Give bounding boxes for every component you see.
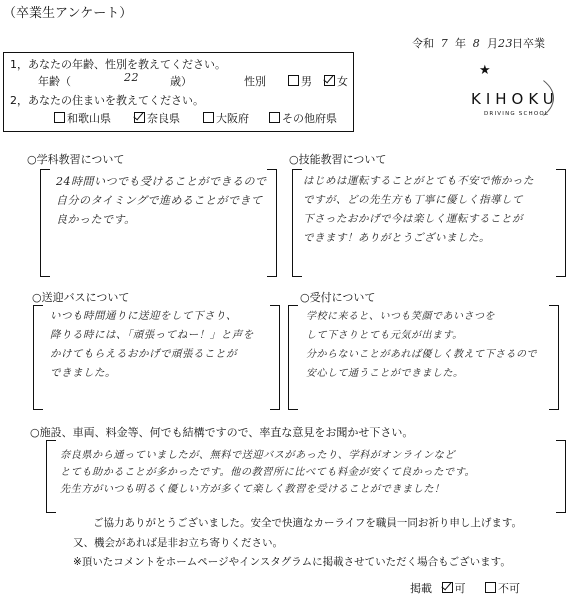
date-day: 23 — [498, 37, 513, 50]
bus-section-title: ○送迎バスについて — [32, 291, 130, 304]
facility-comment: 奈良県から通っていましたが、無料で送迎バスがあったり、学科がオンラインなど とても助かることが多かったです。他の教習所に比べても料金が安くて良かったです。 先生方がいつも明るく優しい方が多くて楽しく教習を受けることができました！ — [60, 450, 476, 495]
publish-label: 掲載 — [410, 582, 432, 595]
publish-allow-checkbox[interactable] — [442, 582, 453, 593]
gender-male-option[interactable]: 男 — [288, 73, 312, 89]
age-value: 22 — [124, 71, 139, 84]
graduation-date — [412, 34, 545, 53]
gender-male-checkbox[interactable] — [288, 75, 299, 86]
residence-nara-checkbox[interactable] — [134, 112, 145, 123]
gender-female-option[interactable]: 女 — [324, 73, 348, 89]
reception-section-title: ○受付について — [300, 291, 376, 304]
facility-section-title: ○施設、車両、料金等、何でも結構ですので、率直な意見をお聞かせ下さい。 — [30, 426, 414, 439]
question-age-gender: 1，あなたの年齢、性別を教えてください。 — [10, 58, 226, 71]
logo-subtitle: DRIVING SCHOOL — [484, 111, 550, 117]
gender-female-checkbox[interactable] — [324, 75, 335, 86]
publish-permission — [410, 580, 520, 596]
publish-deny-option[interactable]: 不可 — [485, 582, 520, 595]
academic-bracket-left — [40, 169, 50, 277]
residence-wakayama-option[interactable]: 和歌山県 — [54, 110, 111, 126]
skill-bracket-right — [556, 169, 566, 277]
residence-osaka-option[interactable]: 大阪府 — [203, 110, 249, 126]
date-month-unit: 月 — [487, 37, 498, 50]
skill-comment: はじめは運転することがとても不安で怖かった ですが、どの先生方も丁寧に優しく指導して 下さったおかげで今は楽しく運転することが できます！ありがとうございました。 — [303, 175, 534, 244]
residence-osaka-checkbox[interactable] — [203, 112, 214, 123]
facility-bracket-left — [46, 440, 56, 513]
form-title: （卒業生アンケート） — [3, 6, 133, 21]
thanks-message: ご協力ありがとうございました。安全で快適なカーライフを職員一同お祈り申し上げます。 — [93, 517, 523, 529]
date-era: 令和 — [412, 37, 434, 50]
reception-comment: 学校に来ると、いつも笑顔であいさつを して下さりとても元気が出ます。 分からないことがあれば優しく教えて下さるので 安心して通うことができました。 — [306, 311, 537, 379]
question-residence: 2，あなたの住まいを教えてください。 — [10, 94, 204, 107]
facility-bracket-right — [556, 440, 566, 513]
residence-wakayama-checkbox[interactable] — [54, 112, 65, 123]
gender-label: 性別 — [244, 75, 266, 88]
academic-comment: 24時間いつでも受けることができるので 自分のタイミングで進めることができて 良かったです。 — [56, 175, 267, 226]
reception-bracket-left — [288, 305, 298, 410]
skill-section-title: ○技能教習について — [289, 153, 387, 166]
date-month: 8 — [472, 37, 481, 50]
academic-section-title: ○学科教習について — [27, 153, 125, 166]
age-unit: 歳） — [170, 75, 192, 88]
visit-message: 又、機会があれば是非お立ち寄りください。 — [73, 537, 283, 549]
bus-bracket-left — [33, 305, 43, 410]
residence-other-checkbox[interactable] — [269, 112, 280, 123]
date-year-unit: 年 — [455, 37, 466, 50]
date-year: 7 — [440, 37, 449, 50]
publish-deny-checkbox[interactable] — [485, 582, 496, 593]
publication-note: ※頂いたコメントをホームページやインスタグラムに掲載させていただく場合もございます。 — [73, 556, 511, 568]
residence-other-option[interactable]: その他府県 — [269, 110, 337, 126]
residence-nara-option[interactable]: 奈良県 — [134, 110, 180, 126]
date-day-suffix: 日卒業 — [512, 37, 545, 50]
logo-name: KIHOKU — [471, 90, 559, 108]
publish-allow-option[interactable]: 可 — [442, 582, 466, 595]
logo-star-icon: ★ — [479, 63, 491, 78]
skill-bracket-left — [292, 169, 302, 277]
age-label: 年齢（ — [38, 75, 71, 88]
bus-comment: いつも時間通りに送迎をして下さり、 降りる時には、「頑張ってねー！」と声を かけてもらえるおかげで頑張ることが できました。 — [50, 310, 254, 379]
profile-box — [3, 52, 354, 132]
